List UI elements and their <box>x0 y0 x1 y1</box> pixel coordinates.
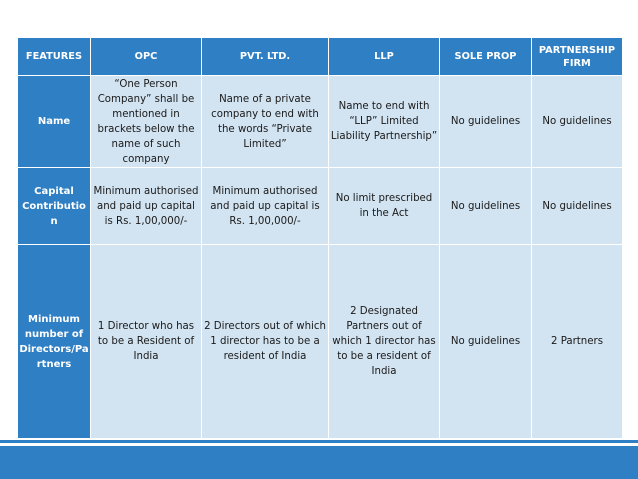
cell-sole-capital: No guidelines <box>440 168 532 245</box>
header-features: FEATURES <box>18 38 91 76</box>
cell-pvt-directors: 2 Directors out of which 1 director has to be a resident of India <box>202 245 329 439</box>
header-pvt-ltd: PVT. LTD. <box>202 38 329 76</box>
cell-opc-capital: Minimum authorised and paid up capital is Rs. 1,00,000/- <box>91 168 202 245</box>
cell-sole-name: No guidelines <box>440 76 532 168</box>
cell-partnership-directors: 2 Partners <box>532 245 623 439</box>
cell-sole-directors: No guidelines <box>440 245 532 439</box>
row-label-name: Name <box>18 76 91 168</box>
cell-llp-directors: 2 Designated Partners out of which 1 director has to be a resident of India <box>329 245 440 439</box>
cell-partnership-name: No guidelines <box>532 76 623 168</box>
row-label-directors: Minimum number of Directors/Partners <box>18 245 91 439</box>
table-row <box>18 76 623 168</box>
table-row <box>18 245 623 439</box>
header-opc: OPC <box>91 38 202 76</box>
cell-opc-directors: 1 Director who has to be a Resident of India <box>91 245 202 439</box>
row-label-capital: Capital Contribution <box>18 168 91 245</box>
footer-bar <box>0 446 638 479</box>
header-sole-prop: SOLE PROP <box>440 38 532 76</box>
cell-pvt-name: Name of a private company to end with the words “Private Limited” <box>202 76 329 168</box>
cell-llp-capital: No limit prescribed in the Act <box>329 168 440 245</box>
cell-pvt-capital: Minimum authorised and paid up capital is Rs. 1,00,000/- <box>202 168 329 245</box>
cell-llp-name: Name to end with “LLP” Limited Liability Partnership” <box>329 76 440 168</box>
comparison-table <box>17 37 623 439</box>
header-partnership-firm: PARTNERSHIP FIRM <box>532 38 623 76</box>
header-llp: LLP <box>329 38 440 76</box>
cell-partnership-capital: No guidelines <box>532 168 623 245</box>
table-row <box>18 168 623 245</box>
footer-divider <box>0 440 638 443</box>
cell-opc-name: “One Person Company” shall be mentioned in brackets below the name of such company <box>91 76 202 168</box>
header-row <box>18 38 623 76</box>
